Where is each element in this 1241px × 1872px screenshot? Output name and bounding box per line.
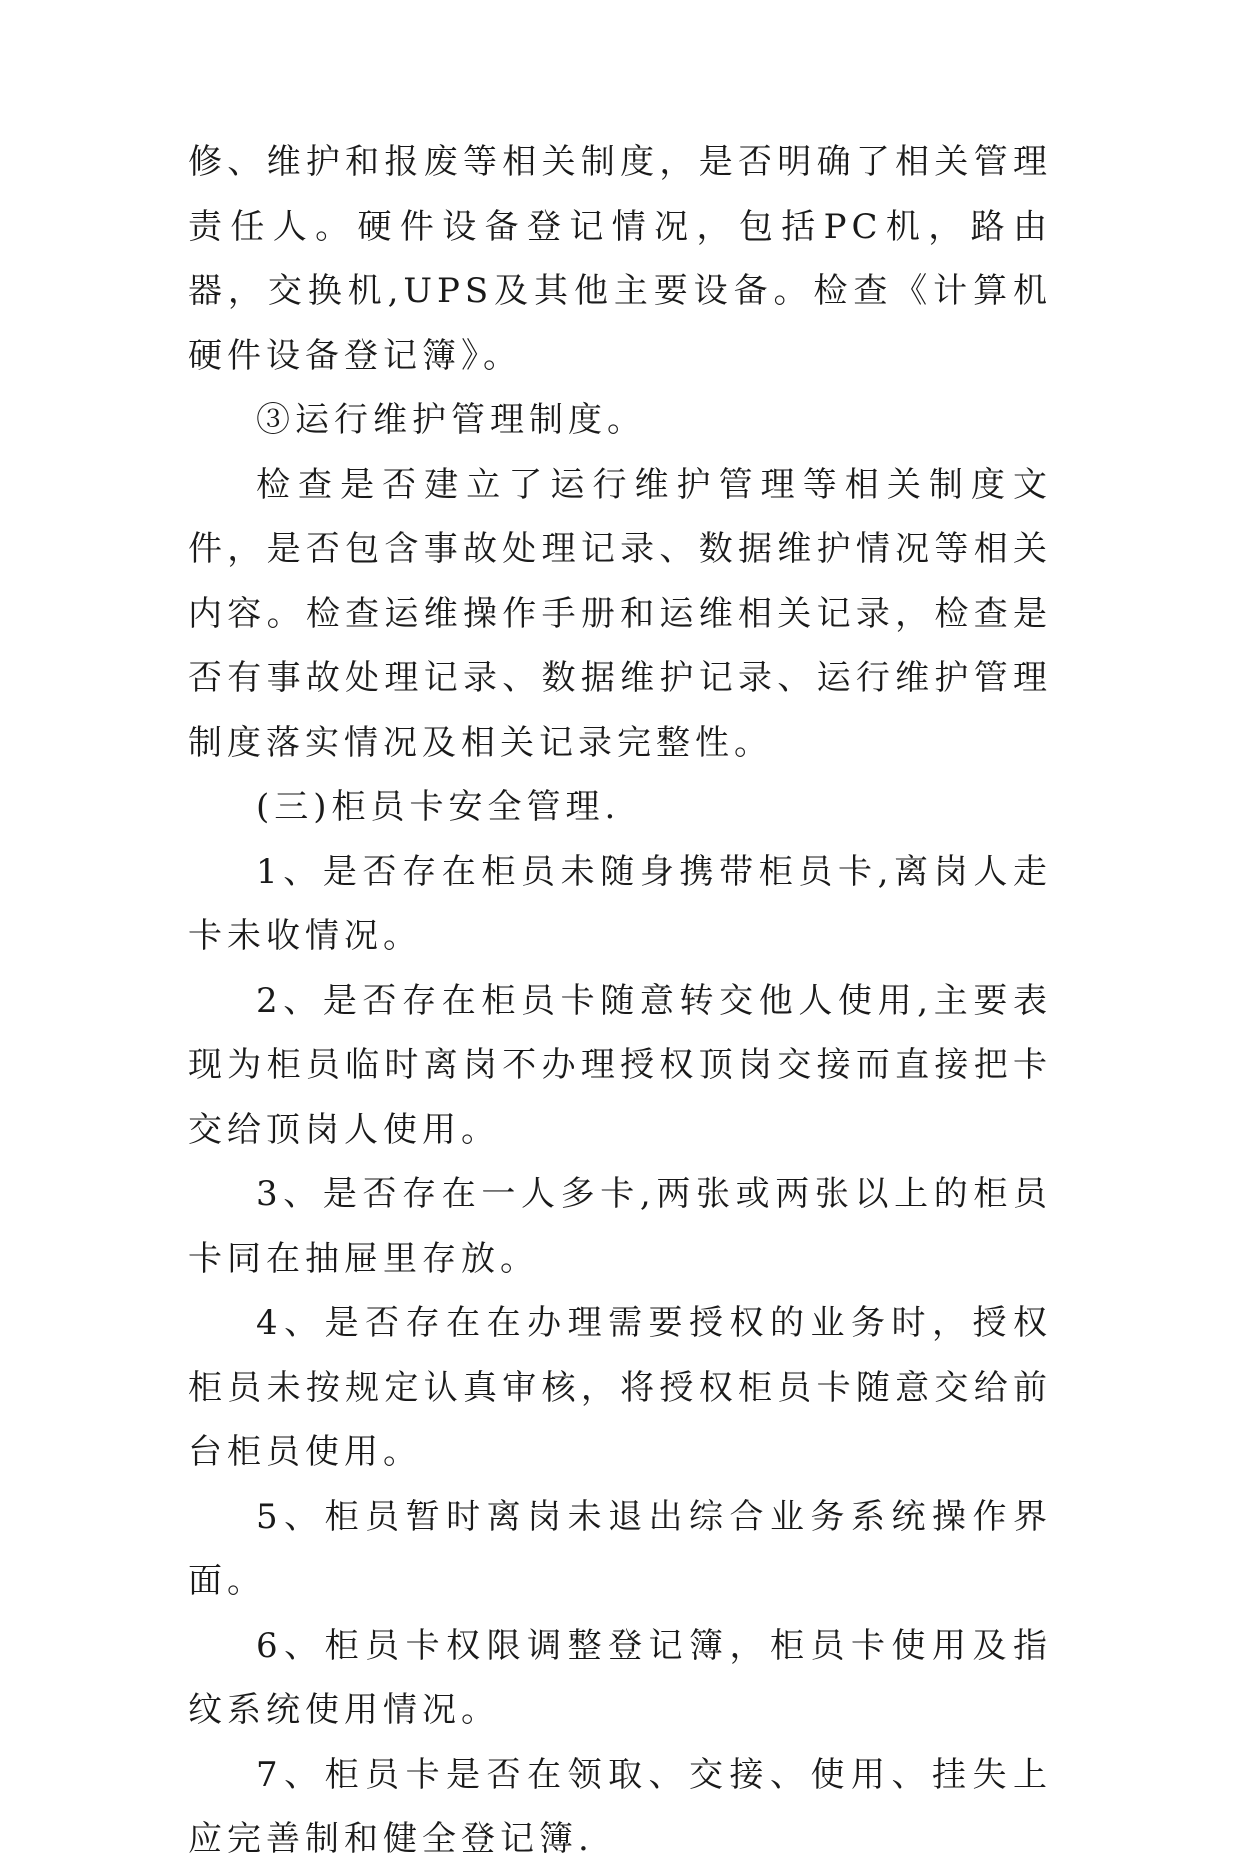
list-item-7: 7、柜员卡是否在领取、交接、使用、挂失上应完善制和健全登记簿. bbox=[188, 1754, 1052, 1859]
list-item-1: 1、是否存在柜员未随身携带柜员卡,离岗人走卡未收情况。 bbox=[188, 851, 1052, 956]
list-item-6: 6、柜员卡权限调整登记簿，柜员卡使用及指纹系统使用情况。 bbox=[188, 1625, 1052, 1730]
heading-operation-maintenance: ③运行维护管理制度。 bbox=[256, 400, 646, 440]
list-item-3: 3、是否存在一人多卡,两张或两张以上的柜员卡同在抽屉里存放。 bbox=[188, 1174, 1052, 1279]
paragraph-equipment-registration: 修、维护和报废等相关制度，是否明确了相关管理责任人。硬件设备登记情况，包括PC机，路由器，交换机,UPS及其他主要设备。检查《计算机硬件设备登记簿》。 bbox=[188, 142, 1052, 376]
list-item-4: 4、是否存在在办理需要授权的业务时，授权柜员未按规定认真审核，将授权柜员卡随意交给前台柜员使用。 bbox=[188, 1303, 1052, 1472]
heading-teller-card-security: (三)柜员卡安全管理. bbox=[256, 787, 621, 827]
list-item-2: 2、是否存在柜员卡随意转交他人使用,主要表现为柜员临时离岗不办理授权顶岗交接而直接把卡交给顶岗人使用。 bbox=[188, 980, 1052, 1150]
list-item-5: 5、柜员暂时离岗未退出综合业务系统操作界面。 bbox=[188, 1496, 1052, 1601]
paragraph-operation-maintenance-check: 检查是否建立了运行维护管理等相关制度文件，是否包含事故处理记录、数据维护情况等相关内容。检查运维操作手册和运维相关记录，检查是否有事故处理记录、数据维护记录、运行维护管理制度落实情况及相关记录完整性。 bbox=[188, 464, 1052, 763]
document-page bbox=[188, 130, 1052, 1872]
